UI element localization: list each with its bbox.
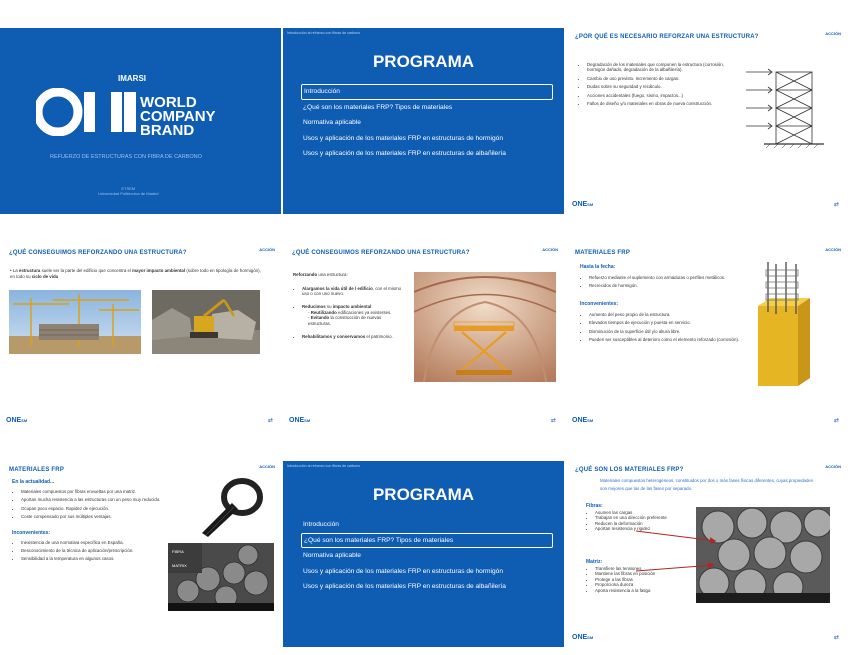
frp-definition: Materiales compuestos heterogéneos, constituidos por dos o más fases físicas diferentes, cuyas propiedades son mejores que las de las fases por separado. xyxy=(600,478,814,491)
nav-icon[interactable]: ⇄ xyxy=(833,202,839,208)
one-logo: ONESM xyxy=(572,201,594,208)
slide-programa-2[interactable] xyxy=(283,461,564,647)
programa-item[interactable]: Introducción xyxy=(301,84,553,100)
micro-label: MATRIX xyxy=(172,563,187,568)
programa-item[interactable]: Usos y aplicación de los materiales FRP en estructuras de albañilería xyxy=(303,150,506,157)
list-item: • Reducen la deformación xyxy=(595,521,696,526)
fibras-block: Fibras: • Asumen las cargas • Trabajan en una dirección preferente • Reducen la deformación • Aportan resistencia y rigidez xyxy=(586,503,696,532)
bullet-list xyxy=(578,62,743,109)
list-item: • Desconocimiento de la técnica de aplicación/prescripción. xyxy=(21,548,170,553)
programa-item[interactable]: Introducción xyxy=(303,521,339,528)
list-item: • Proporciona dureza xyxy=(595,582,696,587)
list-item: • Cambio de uso previsto. Incremento de cargas. xyxy=(587,76,743,81)
list-item: • Inexistencia de una normativa específica en España. xyxy=(21,540,170,545)
reinforced-column-image xyxy=(754,262,814,390)
nav-icon[interactable]: ⇄ xyxy=(833,418,839,424)
programa-list xyxy=(301,84,553,162)
excavator-photo xyxy=(152,290,260,354)
benefits-text: Reforzando una estructura: • Alargamos la vida útil de l edificio, con el mismo uso o con uno nuevo. • Reducimos su impacto ambiental - Reutilizando edificaciones ya existentes. - Evitando la construcción de nuevas estructuras. • Rehabilitamos y conservamos el patrimonio. xyxy=(293,272,405,342)
list-item: • Materiales compuestos por fibras envueltas por una matriz. xyxy=(21,489,170,494)
frp-content: Hasta la fecha: • Refuerzo mediante el suplemento con armaduras o perfiles metálicos. • Recrecidos de hormigón. Inconvenientes: • Aumento del peso propio de la estructura. • Elevados tiempos de ejecución y puesta en servicio. • Disminución de la superficie útil y/o altura libre. • Pueden ser susceptibles al deterioro como el elemento reforzado (corrosión). xyxy=(580,264,745,345)
slide-que-conseguimos-2[interactable] xyxy=(283,244,564,430)
programa-item[interactable]: Usos y aplicación de los materiales FRP en estructuras de hormigón xyxy=(303,134,503,142)
slide-materiales-frp-1[interactable] xyxy=(566,244,847,430)
list-item: • Ocupan poco espacio. Rapidez de ejecución. xyxy=(21,506,170,511)
carbon-strip-roll-image xyxy=(200,475,266,539)
list-item: • Asumen las cargas xyxy=(595,510,696,515)
slide-materiales-frp-2[interactable] xyxy=(0,461,281,647)
frp-content: En la actualidad... • Materiales compuestos por fibras envueltas por una matriz. • Aportan mucha resistencia a las estructuras con un peso muy reducido. • Ocupan poco espacio. Rapidez de ejecución. • Coste compensado por sus múltiples ventajas. Inconvenientes: • Inexistencia de una normativa específica en España. • Desconocimiento de la técnica de aplicación/prescripción. • Sensibilidad a la temperatura en algunos casos. xyxy=(12,479,170,565)
cranes-photo xyxy=(9,290,141,354)
university-logo: ACCIÓN xyxy=(542,247,558,252)
list-item: • Disminución de la superficie útil y/o altura libre. xyxy=(589,329,745,334)
slide-header: Introducción al refuerzo con fibras de carbono xyxy=(287,464,361,468)
one-logo: ONESM xyxy=(572,634,594,641)
list-item: • Mantiene las fibras en posición xyxy=(595,571,696,576)
slide-subtitle: REFUERZO DE ESTRUCTURAS CON FIBRA DE CARBONO xyxy=(50,154,202,160)
list-item: • Rehabilitamos y conservamos el patrimonio. xyxy=(302,334,405,339)
slide-title: MATERIALES FRP xyxy=(9,467,65,473)
programa-item[interactable]: Usos y aplicación de los materiales FRP en estructuras de hormigón xyxy=(303,567,503,575)
one-logo: ONESM xyxy=(572,417,594,424)
intro-text: • La estructura suele ser la parte del edificio que concentra el mayor impacto ambiental (sobre todo en tipología de hormigón), en todo su ciclo de vida xyxy=(10,268,261,279)
list-item: • Reducimos su impacto ambiental - Reutilizando edificaciones ya existentes. - Evitando la construcción de nuevas estructuras. xyxy=(302,304,405,326)
university-logo: ACCIÓN xyxy=(825,247,841,252)
list-item: • Elevados tiempos de ejecución y puesta en servicio. xyxy=(589,320,745,325)
programa-item[interactable]: ¿Qué son los materiales FRP? Tipos de materiales xyxy=(303,103,453,111)
vault-interior-photo xyxy=(414,272,556,382)
list-item: • Degradación de los materiales que componen la estructura (corrosión, hormigón dañado, degradación de la albañilería). xyxy=(587,62,743,73)
list-item: • Pueden ser susceptibles al deterioro como el elemento reforzado (corrosión). xyxy=(589,337,745,342)
slide-programa-1[interactable] xyxy=(283,28,564,214)
one-logo-graphic xyxy=(36,88,136,136)
list-item: • Recrecidos de hormigón. xyxy=(589,283,745,288)
slide-que-son-frp[interactable] xyxy=(566,461,847,647)
nav-icon[interactable]: ⇄ xyxy=(550,418,556,424)
programa-list xyxy=(301,517,553,595)
list-item: • Alargamos la vida útil de l edificio, con el mismo uso o con uno nuevo. xyxy=(302,286,405,297)
list-item: • Coste compensado por sus múltiples ventajas. xyxy=(21,514,170,519)
pointer-arrows xyxy=(626,521,726,581)
slide-title: ¿POR QUÉ ES NECESARIO REFORZAR UNA ESTRUCTURA? xyxy=(575,34,759,40)
university-logo: ACCIÓN xyxy=(259,247,275,252)
list-item: • Dudas sobre su seguridad y recálculo. xyxy=(587,84,743,89)
slide-title[interactable] xyxy=(0,28,281,214)
university-logo: ACCIÓN xyxy=(825,464,841,469)
slide-title: ¿QUÉ SON LOS MATERIALES FRP? xyxy=(575,467,684,473)
matriz-block: Matriz: • Transfiere las tensiones • Mantiene las fibras en posición • Protege a las fibras • Proporciona dureza • Aporta resistencia a la fatiga xyxy=(586,559,696,593)
list-item: • Acciones accidentales (fuego, sismo, impactos...) xyxy=(587,93,743,98)
list-item: • Sensibilidad a la temperatura en algunos casos. xyxy=(21,556,170,561)
nav-icon[interactable]: ⇄ xyxy=(267,418,273,424)
slide-title: MATERIALES FRP xyxy=(575,250,631,256)
list-item: • Aportan mucha resistencia a las estructuras con un peso muy reducido. xyxy=(21,497,170,502)
programa-title: PROGRAMA xyxy=(372,52,475,71)
slide-que-conseguimos-1[interactable] xyxy=(0,244,281,430)
programa-title: PROGRAMA xyxy=(372,485,475,504)
slide-title: ¿QUÉ CONSEGUIMOS REFORZANDO UNA ESTRUCTURA? xyxy=(292,250,470,256)
list-item: • Aporta resistencia a la fatiga xyxy=(595,588,696,593)
list-item: • Refuerzo mediante el suplemento con armaduras o perfiles metálicos. xyxy=(589,275,745,280)
slide-title: ¿QUÉ CONSEGUIMOS REFORZANDO UNA ESTRUCTURA? xyxy=(9,250,187,256)
micro-label: FIBRA xyxy=(172,549,184,554)
university-logo: ACCIÓN xyxy=(825,31,841,36)
programa-item[interactable]: Usos y aplicación de los materiales FRP en estructuras de albañilería xyxy=(303,583,506,590)
one-logo: ONESM xyxy=(289,417,311,424)
one-logo: ONESM xyxy=(6,417,28,424)
microscopy-image xyxy=(168,543,274,611)
list-item: • Protege a las fibras xyxy=(595,577,696,582)
list-item: • Fallos de diseño y/o materiales en obras de nueva construcción. xyxy=(587,101,743,106)
programa-item[interactable]: Normativa aplicable xyxy=(303,119,361,126)
nav-icon[interactable]: ⇄ xyxy=(833,635,839,641)
university-logo: ACCIÓN xyxy=(259,464,275,469)
list-item: • Aumento del peso propio de la estructura. xyxy=(589,312,745,317)
list-item: • Aportan resistencia y rigidez xyxy=(595,526,696,531)
list-item: • Trabajan en una dirección preferente xyxy=(595,515,696,520)
author-block: ETSEM Universidad Politécnica de Madrid xyxy=(98,186,159,196)
slide-por-que-reforzar[interactable] xyxy=(566,28,847,214)
structure-frame-diagram xyxy=(744,66,834,152)
programa-item[interactable]: ¿Qué son los materiales FRP? Tipos de materiales xyxy=(301,533,553,549)
brand-small-logo: IMARSI xyxy=(118,74,146,83)
brand-wordmark: WORLD COMPANY BRAND xyxy=(140,94,216,139)
slide-header: Introducción al refuerzo con fibras de carbono xyxy=(287,31,361,35)
programa-item[interactable]: Normativa aplicable xyxy=(303,552,361,559)
list-item: • Transfiere las tensiones xyxy=(595,566,696,571)
